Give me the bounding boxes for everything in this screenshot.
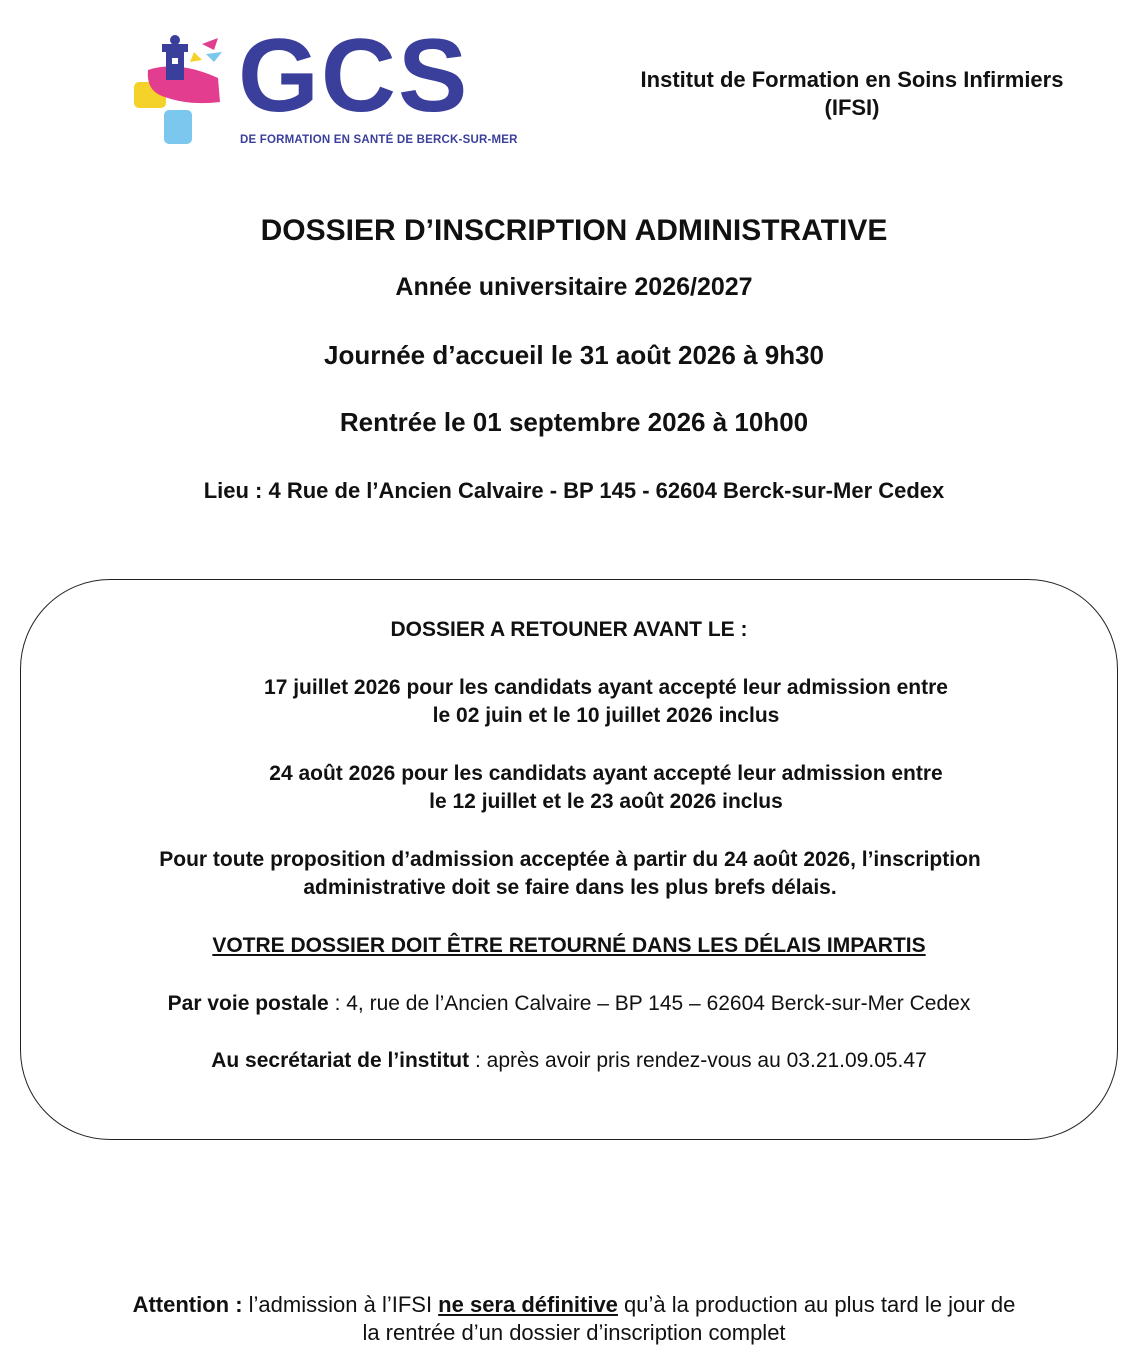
deadline-2-line-1: 24 août 2026 pour les candidats ayant accepté leur admission entre — [269, 762, 943, 785]
secretariat-info — [20, 1047, 1118, 1075]
welcome-day: Journée d’accueil le 31 août 2026 à 9h30 — [323, 340, 825, 370]
deadline-1-line-2: le 02 juin et le 10 juillet 2026 inclus — [432, 704, 780, 727]
logo-subtitle: DE FORMATION EN SANTÉ DE BERCK-SUR-MER — [240, 134, 518, 146]
document-title: DOSSIER D’INSCRIPTION ADMINISTRATIVE — [260, 214, 888, 247]
footer-label: Attention : — [132, 1292, 243, 1317]
note-line-1: Pour toute proposition d’admission acceptée à partir du 24 août 2026, l’inscription — [159, 848, 981, 871]
postal-text: : 4, rue de l’Ancien Calvaire – BP 145 – 62604 Berck-sur-Mer Cedex — [328, 992, 971, 1015]
note-line-2: administrative doit se faire dans les plus brefs délais. — [303, 876, 837, 899]
postal-address — [20, 990, 1118, 1018]
deadline-warning: VOTRE DOSSIER DOIT ÊTRE RETOURNÉ DANS LES DÉLAIS IMPARTIS — [212, 934, 926, 957]
footer-emphasis: ne sera définitive — [438, 1292, 618, 1317]
deadline-2-line-2: le 12 juillet et le 23 août 2026 inclus — [429, 790, 783, 813]
logo-wordmark: GCS — [238, 18, 470, 134]
footer-line-1 — [0, 1291, 1148, 1319]
institute-line-2: (IFSI) — [824, 95, 880, 120]
deadline-1-line-1: 17 juillet 2026 pour les candidats ayant accepté leur admission entre — [264, 676, 948, 699]
academic-year: Année universitaire 2026/2027 — [395, 273, 753, 301]
attention-footer — [0, 1291, 1148, 1347]
secretariat-text: : après avoir pris rendez-vous au 03.21.09.05.47 — [469, 1049, 927, 1072]
footer-line-2: la rentrée d’un dossier d’inscription complet — [362, 1320, 786, 1345]
footer-text-1: l’admission à l’IFSI — [242, 1292, 439, 1317]
logo-emblem-icon — [128, 30, 228, 150]
secretariat-label: Au secrétariat de l’institut — [211, 1049, 470, 1072]
gcs-logo — [128, 18, 518, 155]
institute-line-1: Institut de Formation en Soins Infirmiers — [640, 67, 1064, 92]
deadline-2 — [160, 760, 1052, 816]
late-admission-note — [40, 846, 1100, 902]
deadline-heading: DOSSIER A RETOUNER AVANT LE : — [390, 618, 748, 641]
location: Lieu : 4 Rue de l’Ancien Calvaire - BP 145 - 62604 Berck-sur-Mer Cedex — [203, 478, 945, 503]
postal-label: Par voie postale — [167, 992, 329, 1015]
institute-name — [592, 66, 1112, 122]
start-date: Rentrée le 01 septembre 2026 à 10h00 — [339, 407, 809, 437]
footer-text-2: qu’à la production au plus tard le jour de — [617, 1292, 1016, 1317]
deadline-1 — [160, 674, 1052, 730]
